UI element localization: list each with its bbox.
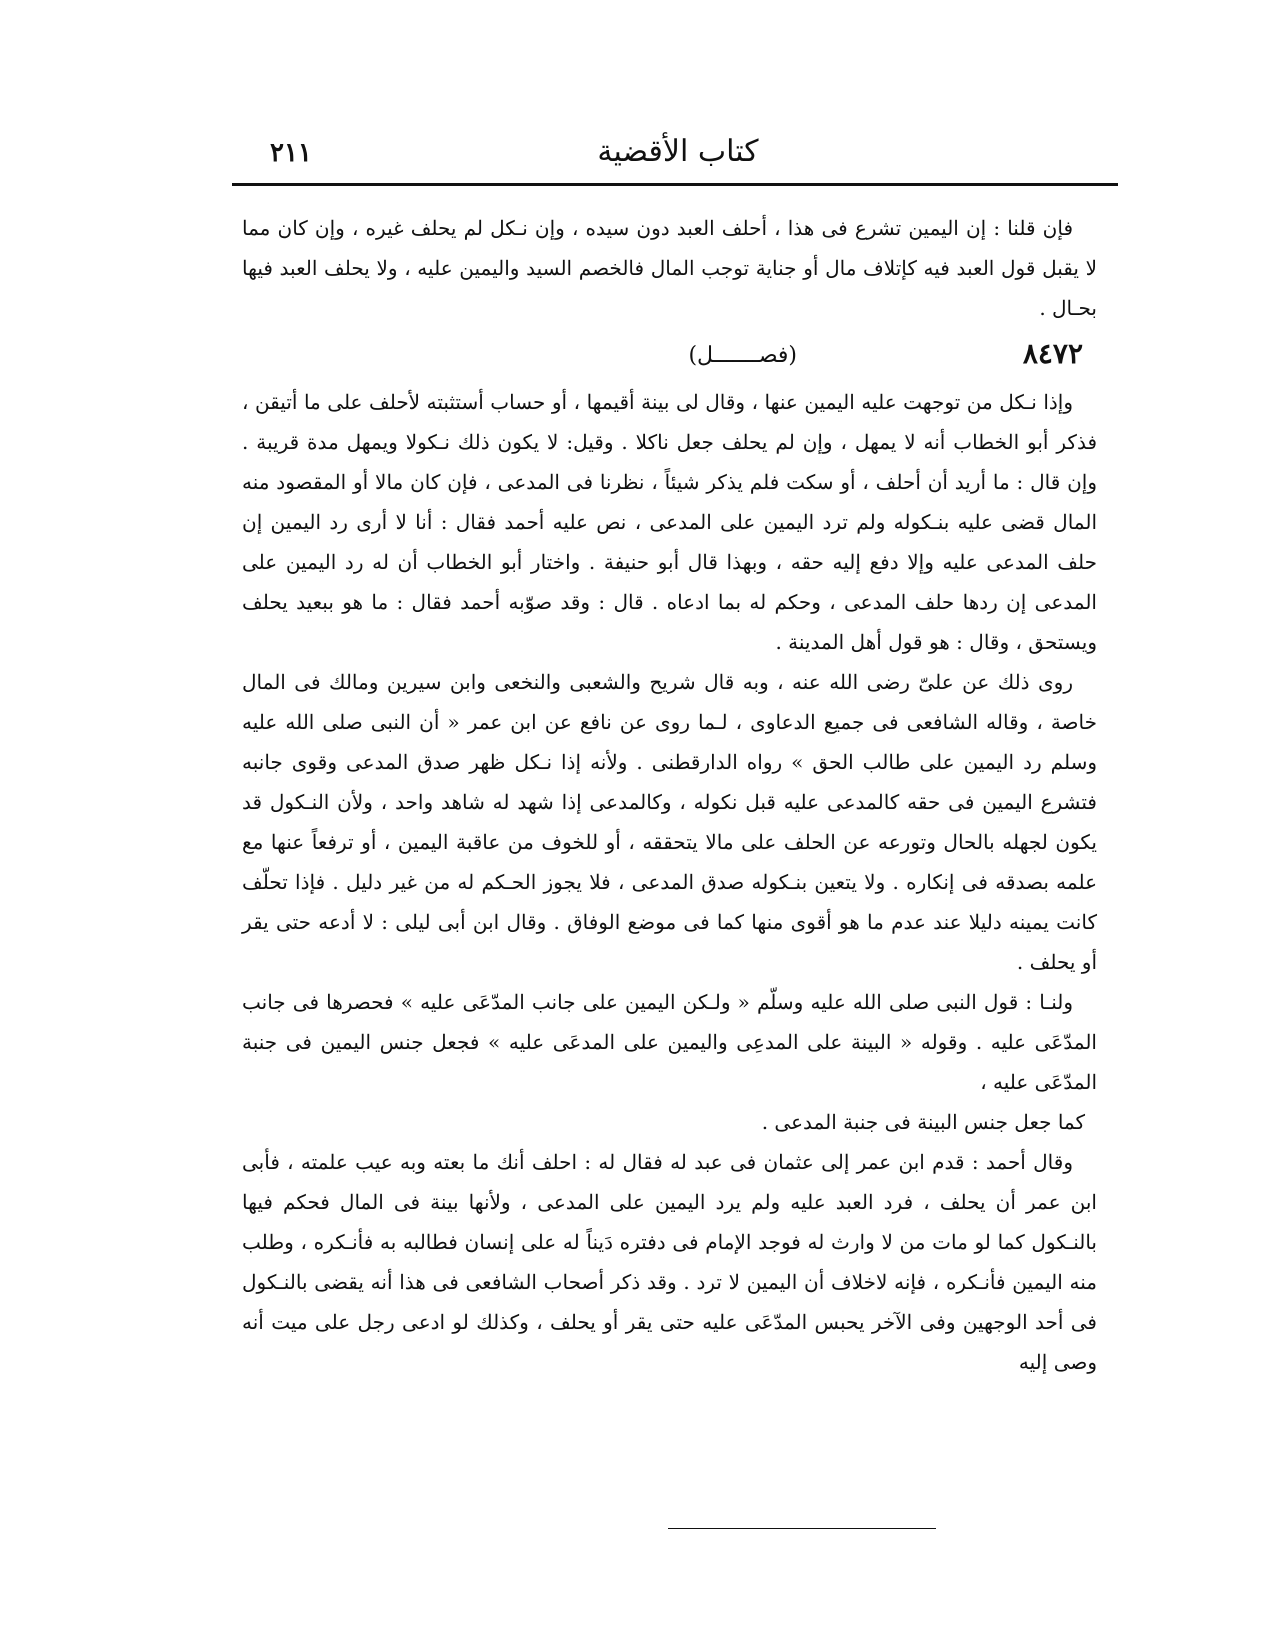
running-title: كتاب الأقضية <box>597 134 759 169</box>
footnote-divider <box>668 1528 936 1529</box>
section-title: (فصـــــــل) <box>688 343 797 368</box>
paragraph: فإن قلنا : إن اليمين تشرع فى هذا ، أحلف العبد دون سيده ، وإن نـكل لم يحلف غيره ، وإن كان مما لا يقبل قول العبد فيه كإتلاف مال أو جناية توجب المال فالخصم السيد واليمين عليه ، ولا يحلف العبد فيها بحـال . <box>242 216 1097 320</box>
page-number: ٢١١ <box>270 138 312 168</box>
paragraph: وإذا نـكل من توجهت عليه اليمين عنها ، وقال لى بينة أقيمها ، أو حساب أستثبته لأحلف على ما أتيقن ، فذكر أبو الخطاب أنه لا يمهل ، وإن لم يحلف جعل ناكلا . وقيل: لا يكون ذلك نـكولا ويمهل مدة قريبة . وإن قال : ما أريد أن أحلف ، أو سكت فلم يذكر شيئاً ، نظرنا فى المدعى ، فإن كان مالا أو المقصود منه المال قضى عليه بنـكوله ولم ترد اليمين على المدعى ، نص عليه أحمد فقال : أنا لا أرى رد اليمين إن حلف المدعى عليه وإلا دفع إليه حقه ، وبهذا قال أبو حنيفة . واختار أبو الخطاب أن له رد اليمين على المدعى إن ردها حلف المدعى ، وحكم له بما ادعاه . قال : وقد صوّبه أحمد فقال : ما هو ببعيد يحلف ويستحق ، وقال : هو قول أهل المدينة . <box>242 390 1097 654</box>
section-heading <box>242 334 1097 378</box>
paragraph: وقال أحمد : قدم ابن عمر إلى عثمان فى عبد له فقال له : احلف أنك ما بعته وبه عيب علمته ، فأبى ابن عمر أن يحلف ، فرد العبد عليه ولم يرد اليمين على المدعى ، ولأنها بينة فى المال فحكم فيها بالنـكول كما لو مات من لا وارث له فوجد الإمام فى دفتره دَيناً له على إنسان فطالبه به فأنـكره ، وطلب منه اليمين فأنـكره ، فإنه لاخلاف أن اليمين لا ترد . وقد ذكر أصحاب الشافعى فى هذا أنه يقضى بالنـكول فى أحد الوجهين وفى الآخر يحبس المدّعَى عليه حتى يقر أو يحلف ، وكذلك لو ادعى رجل على ميت أنه وصى إليه <box>242 1150 1097 1374</box>
page-header <box>238 130 1118 180</box>
paragraph: روى ذلك عن علىّ رضى الله عنه ، وبه قال شريح والشعبى والنخعى وابن سيرين ومالك فى المال خاصة ، وقاله الشافعى فى جميع الدعاوى ، لـما روى عن نافع عن ابن عمر « أن النبى صلى الله عليه وسلم رد اليمين على طالب الحق » رواه الدارقطنى . ولأنه إذا نـكل ظهر صدق المدعى وقوى جانبه فتشرع اليمين فى حقه كالمدعى عليه قبل نكوله ، وكالمدعى إذا شهد له شاهد واحد ، ولأن النـكول قد يكون لجهله بالحال وتورعه عن الحلف على مالا يتحققه ، أو للخوف من عاقبة اليمين ، أو ترفعاً عنها مع علمه بصدقه فى إنكاره . ولا يتعين بنـكوله صدق المدعى ، فلا يجوز الحـكم له من غير دليل . فإذا تحلّف كانت يمينه دليلا عند عدم ما هو أقوى منها كما فى موضع الوفاق . وقال ابن أبى ليلى : لا أدعه حتى يقر أو يحلف . <box>242 670 1097 974</box>
paragraph: ولنـا : قول النبى صلى الله عليه وسلّم « ولـكن اليمين على جانب المدّعَى عليه » فحصرها فى جانب المدّعَى عليه . وقوله « البينة على المدعِى واليمين على المدعَى عليه » فجعل جنس اليمين فى جنبة المدّعَى عليه ، <box>242 990 1097 1094</box>
paragraph: كما جعل جنس البينة فى جنبة المدعى . <box>761 1110 1085 1134</box>
section-number: ٨٤٧٢ <box>1022 337 1083 370</box>
header-divider <box>232 183 1118 186</box>
body-text <box>242 208 1097 1382</box>
